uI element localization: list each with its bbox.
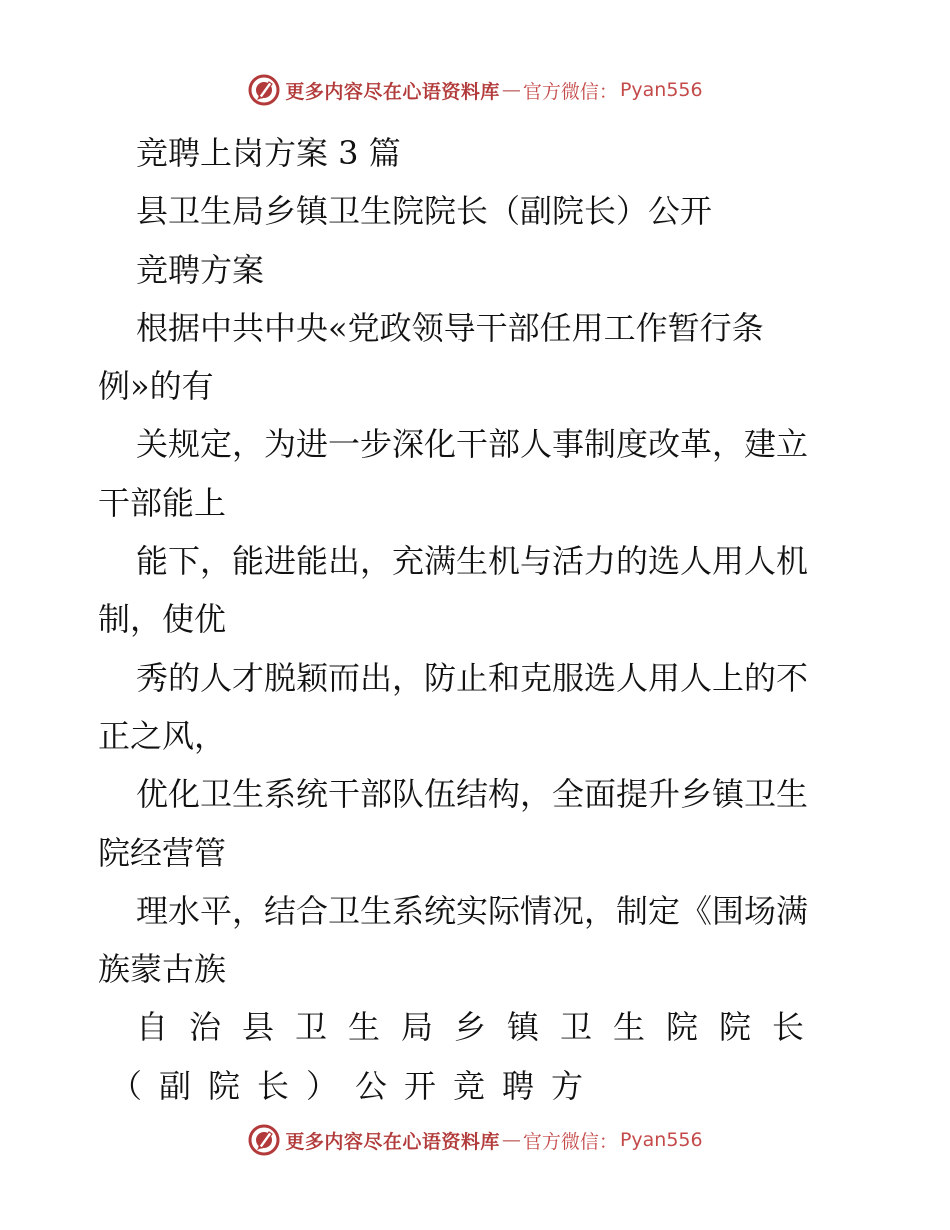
paragraph-line: 例»的有 [98,367,214,406]
watermark-dash: — [501,1129,521,1151]
watermark-dash: — [501,79,521,101]
doc-subtitle-line-1: 县卫生局乡镇卫生院院长（副院长）公开 [136,192,713,231]
paragraph-line: 制，使优 [98,600,227,639]
paragraph-line: 院经营管 [98,833,227,872]
paragraph-line: 正之风， [98,716,227,755]
watermark-wechat-label: 官方微信： [522,1130,618,1153]
doc-title: 竞聘上岗方案 3 篇 [136,134,401,172]
paragraph-line: 自治县卫生局乡镇卫生院院长 [136,1008,826,1047]
paragraph-line: 关规定，为进一步深化干部人事制度改革，建立 [136,425,809,464]
watermark-main-text: 更多内容尽在心语资料库 [285,1130,500,1153]
paragraph-line: 族蒙古族 [98,950,227,989]
watermark-wechat-label: 官方微信： [522,80,618,103]
paragraph-line: 理水平，结合卫生系统实际情况，制定《围场满 [136,891,809,930]
watermark-header [0,70,950,110]
paragraph-line: 秀的人才脱颖而出，防止和克服选人用人上的不 [136,658,809,697]
paragraph-line: 根据中共中央«党政领导干部任用工作暂行条 [136,308,764,347]
paragraph-line: （副院长）公开竞聘方 [110,1066,601,1105]
watermark-wechat-id: Pyan556 [619,79,703,101]
document-body [98,124,868,1115]
paragraph-line: 能下，能进能出，充满生机与活力的选人用人机 [136,542,809,581]
paragraph-line: 优化卫生系统干部队伍结构，全面提升乡镇卫生 [136,775,809,814]
pen-circle-logo-icon [247,1123,281,1157]
watermark-footer [0,1120,950,1160]
watermark-main-text: 更多内容尽在心语资料库 [285,80,500,103]
watermark-wechat-id: Pyan556 [619,1129,703,1151]
paragraph-line: 干部能上 [98,483,227,522]
doc-subtitle-line-2: 竞聘方案 [136,250,265,289]
pen-circle-logo-icon [247,73,281,107]
